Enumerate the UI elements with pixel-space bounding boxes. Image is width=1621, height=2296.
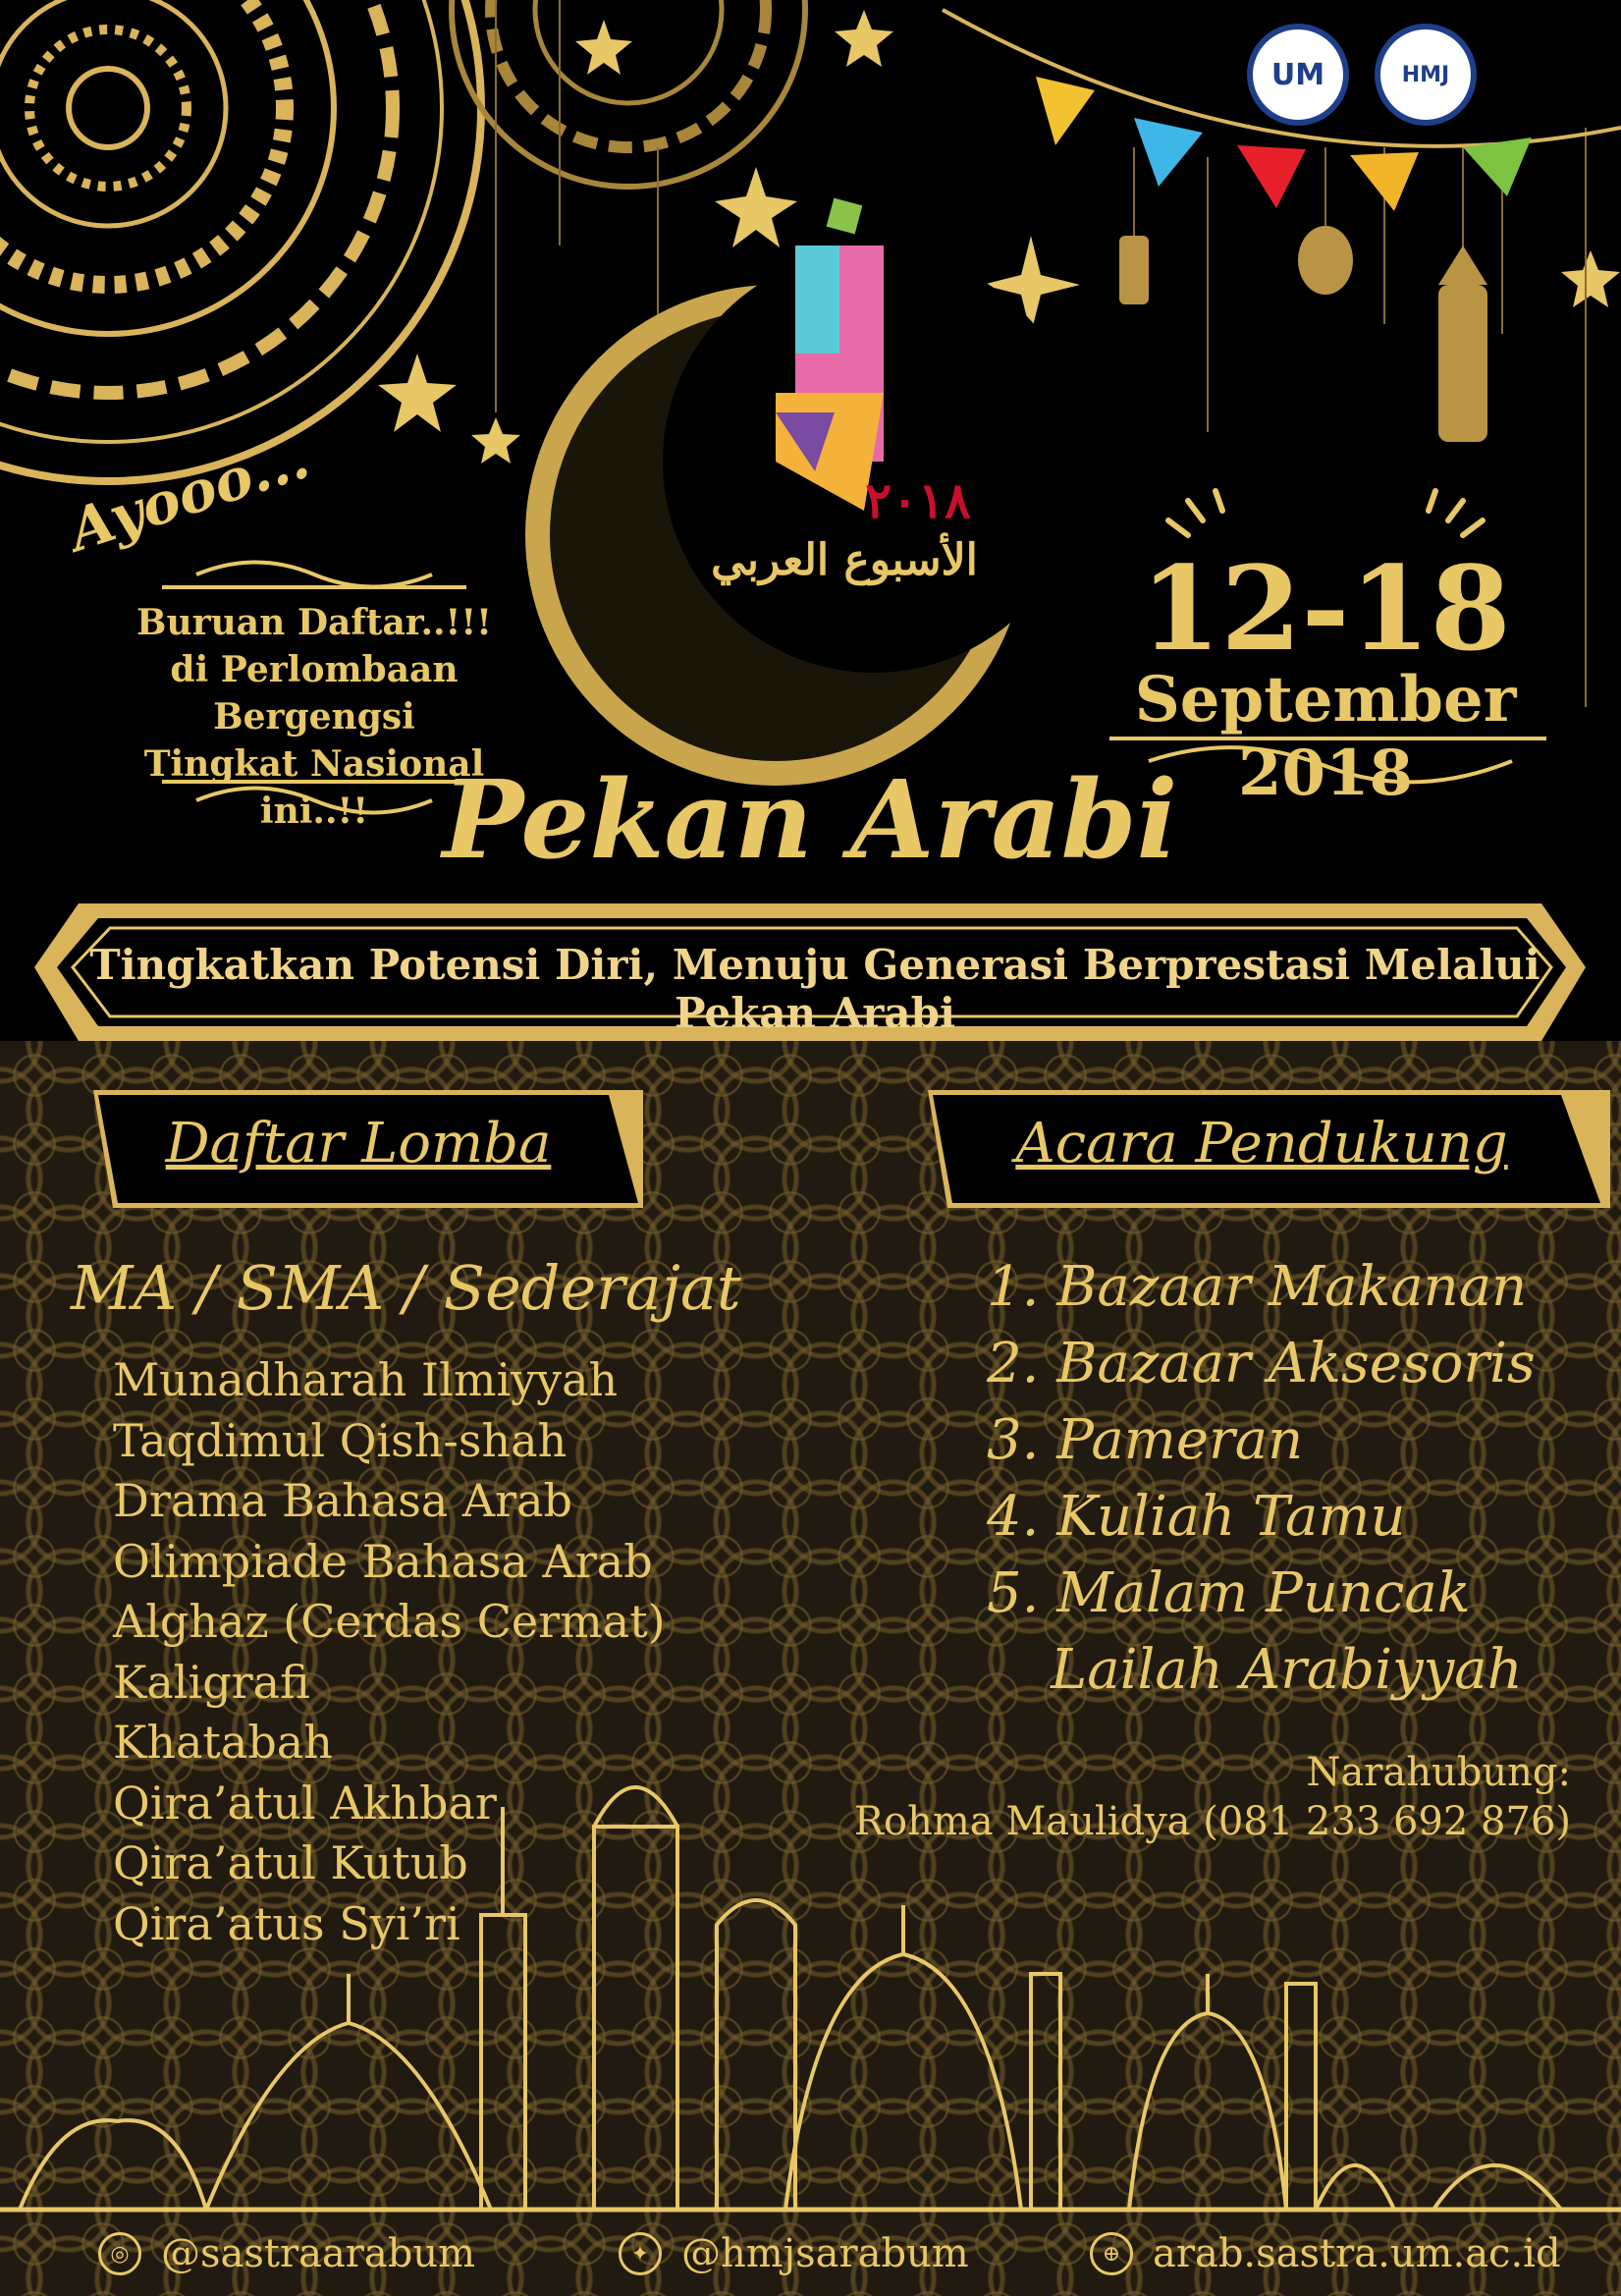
twitter-handle: @hmjsarabum <box>681 2231 969 2276</box>
instagram-icon: ◎ <box>98 2232 141 2275</box>
promo-line: Buruan Daftar..!!! <box>136 602 492 643</box>
events-list <box>987 1249 1536 1709</box>
date-range: 12-18 <box>1140 540 1511 677</box>
event-item: 2. Bazaar Aksesoris <box>987 1332 1536 1395</box>
competition-item: Munadharah Ilmiyyah <box>113 1353 619 1406</box>
competition-item: Qira’atul Kutub <box>113 1836 468 1889</box>
competition-item: Kaligrafi <box>113 1655 310 1709</box>
arabic-event-name: الأسبوع العربي <box>711 535 978 585</box>
competition-item: Taqdimul Qish-shah <box>113 1413 567 1467</box>
competition-list <box>113 1350 666 1954</box>
competitions-heading: Daftar Lomba <box>165 1112 552 1175</box>
events-heading: Acara Pendukung <box>1015 1112 1508 1175</box>
mandala-ornament-center <box>452 0 805 187</box>
promo-line: Tingkat Nasional ini..!! <box>143 743 485 832</box>
instagram-handle: @sastraarabum <box>161 2231 476 2276</box>
date-month: September 2018 <box>1134 663 1517 810</box>
event-item: 3. Pameran <box>987 1408 1304 1472</box>
twitter-icon: ✦ <box>619 2232 662 2275</box>
logo-hmj: HMJ <box>1375 24 1477 126</box>
event-item: 4. Kuliah Tamu <box>987 1485 1406 1549</box>
competition-item: Khatabah <box>113 1716 333 1769</box>
website-url: arab.sastra.um.ac.id <box>1153 2231 1561 2276</box>
lantern-decorations <box>1119 226 1487 442</box>
social-instagram[interactable] <box>98 2231 475 2276</box>
contact-value: Rohma Maulidya (081 233 692 876) <box>853 1799 1571 1844</box>
competition-item: Qira’atus Syi’ri <box>113 1896 460 1950</box>
event-title: Pekan Arabi <box>442 756 1178 883</box>
social-twitter[interactable] <box>619 2231 969 2276</box>
promo-line: Bergengsi <box>213 696 415 738</box>
tagline: Tingkatkan Potensi Diri, Menuju Generasi Berprestasi Melalui Pekan Arabi <box>89 941 1540 1037</box>
competition-category: MA / SMA / Sederajat <box>71 1252 741 1324</box>
contact-label: Narahubung: <box>1306 1750 1571 1795</box>
globe-icon: ⊕ <box>1090 2232 1133 2275</box>
event-item: 1. Bazaar Makanan <box>987 1255 1528 1319</box>
logo-year: ٢٠١٨ <box>865 471 971 529</box>
event-item: Lailah Arabiyyah <box>1051 1638 1523 1702</box>
event-item: 5. Malam Puncak <box>987 1561 1471 1625</box>
promo-line: di Perlombaan <box>170 649 459 690</box>
competition-item: Qira’atul Akhbar <box>113 1776 497 1830</box>
ayooo-text: Ayooo... <box>61 424 317 565</box>
competition-item: Olimpiade Bahasa Arab <box>113 1534 653 1588</box>
competition-item: Drama Bahasa Arab <box>113 1474 572 1527</box>
logo-um: UM <box>1247 24 1349 126</box>
date-rays <box>1168 491 1483 535</box>
social-website[interactable] <box>1090 2231 1561 2276</box>
competition-item: Alghaz (Cerdas Cermat) <box>113 1595 666 1648</box>
